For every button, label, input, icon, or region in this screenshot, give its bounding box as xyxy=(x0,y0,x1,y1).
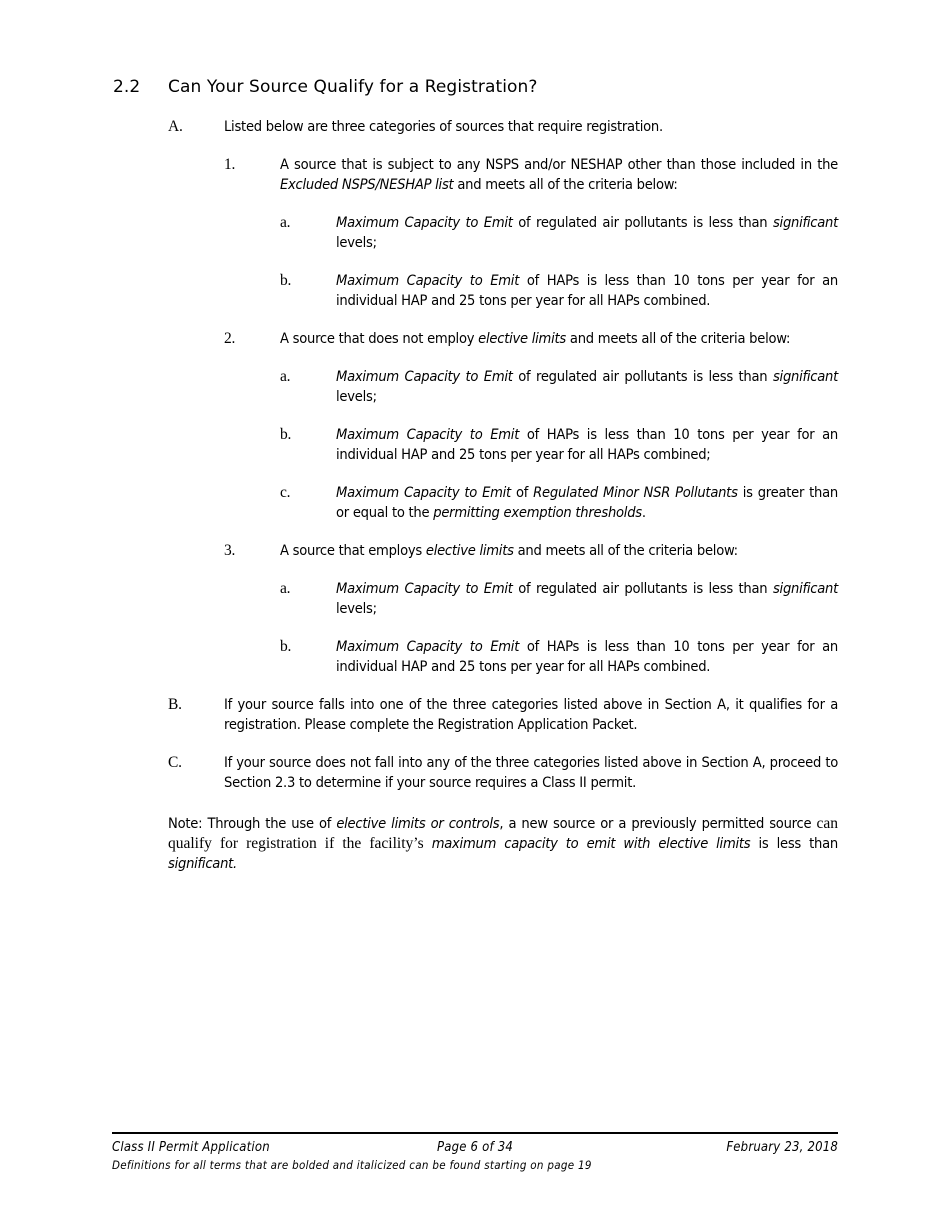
item-marker: 3. xyxy=(224,542,236,559)
item-A-2 xyxy=(224,329,838,349)
footer-doc-title: Class II Permit Application xyxy=(112,1140,270,1155)
item-A-3 xyxy=(224,541,838,561)
item-A-1-a xyxy=(280,213,838,253)
item-B xyxy=(168,695,838,735)
item-text: Listed below are three categories of sources that require registration. xyxy=(224,118,663,135)
section-number: 2.2 xyxy=(113,77,141,97)
item-marker: C. xyxy=(168,754,182,771)
item-marker: 2. xyxy=(224,330,236,347)
item-marker: c. xyxy=(280,484,291,501)
item-text: Maximum Capacity to Emit of HAPs is less than 10 tons per year for an individual HAP and 25 tons per year for all HAPs combined. xyxy=(336,272,838,309)
footer-date: February 23, 2018 xyxy=(726,1140,838,1155)
section-title: Can Your Source Qualify for a Registration? xyxy=(168,77,538,97)
item-text: If your source does not fall into any of the three categories listed above in Section A, proceed to Section 2.3 to determine if your source requires a Class II permit. xyxy=(224,754,838,791)
item-marker: a. xyxy=(280,214,291,231)
item-A-3-a xyxy=(280,579,838,619)
item-text: Maximum Capacity to Emit of HAPs is less than 10 tons per year for an individual HAP and 25 tons per year for all HAPs combined. xyxy=(336,638,838,675)
section-heading xyxy=(113,77,538,97)
item-marker: B. xyxy=(168,696,182,713)
item-text: A source that employs elective limits and meets all of the criteria below: xyxy=(280,542,738,559)
item-marker: A. xyxy=(168,118,183,135)
item-A xyxy=(168,117,838,137)
item-C xyxy=(168,753,838,793)
item-marker: 1. xyxy=(224,156,236,173)
item-text: A source that does not employ elective limits and meets all of the criteria below: xyxy=(280,330,791,347)
footer-divider xyxy=(112,1132,838,1134)
item-marker: b. xyxy=(280,638,292,655)
item-text: Maximum Capacity to Emit of HAPs is less than 10 tons per year for an individual HAP and 25 tons per year for all HAPs combined; xyxy=(336,426,838,463)
item-A-2-c xyxy=(280,483,838,523)
footer-page-number: Page 6 of 34 xyxy=(437,1140,513,1155)
item-A-1-b xyxy=(280,271,838,311)
note-paragraph: Note: Through the use of elective limits or controls, a new source or a previously permitted source can qualify for registration if the facility’s maximum capacity to emit with elective limits is less than significant. xyxy=(168,815,838,872)
item-text: If your source falls into one of the three categories listed above in Section A, it qualifies for a registration. Please complete the Registration Application Packet. xyxy=(224,696,838,733)
item-text: A source that is subject to any NSPS and/or NESHAP other than those included in the Excluded NSPS/NESHAP list and meets all of the criteria below: xyxy=(280,156,838,193)
item-text: Maximum Capacity to Emit of regulated air pollutants is less than significant levels; xyxy=(336,368,838,405)
item-text: Maximum Capacity to Emit of regulated air pollutants is less than significant levels; xyxy=(336,214,838,251)
item-A-1 xyxy=(224,155,838,195)
footer-definitions-note: Definitions for all terms that are bolded and italicized can be found starting on page 19 xyxy=(112,1158,592,1172)
item-marker: a. xyxy=(280,580,291,597)
item-text: Maximum Capacity to Emit of regulated air pollutants is less than significant levels; xyxy=(336,580,838,617)
item-marker: b. xyxy=(280,426,292,443)
item-marker: a. xyxy=(280,368,291,385)
item-marker: b. xyxy=(280,272,292,289)
item-A-2-b xyxy=(280,425,838,465)
item-A-2-a xyxy=(280,367,838,407)
item-A-3-b xyxy=(280,637,838,677)
item-text: Maximum Capacity to Emit of Regulated Minor NSR Pollutants is greater than or equal to the permitting exemption thresholds. xyxy=(336,484,838,521)
